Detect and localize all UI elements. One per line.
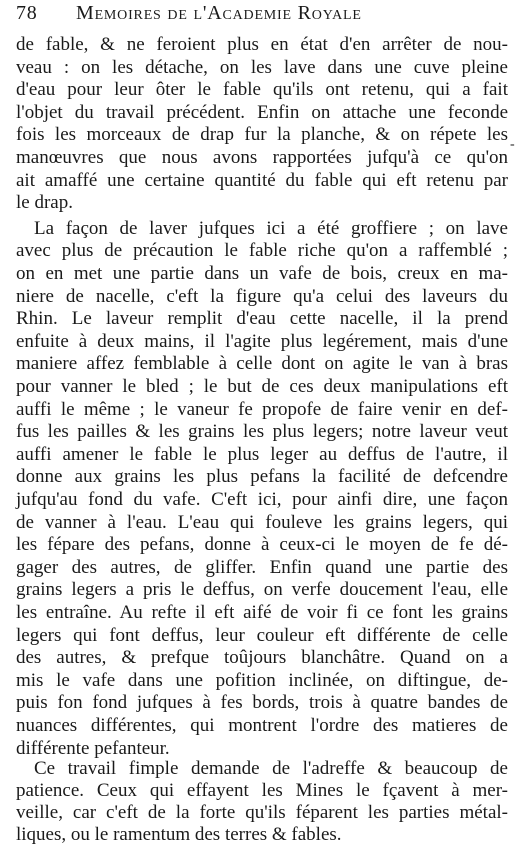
text-line: maniere affez femblable à celle dont on agite le van à bras <box>16 353 508 375</box>
text-line: veau : on les détache, on les lave dans une cuve pleine <box>16 56 508 78</box>
text-line: grains legers a pris le deffus, on verfe doucement l'eau, elle <box>16 579 508 601</box>
text-line: avec plus de précaution le fable riche qu'on a raffemblé ; <box>16 240 508 262</box>
margin-mark: - <box>510 137 515 152</box>
text-line: fus les pailles & les grains les plus legers; notre laveur veut <box>16 421 508 443</box>
text-line: gager des autres, de gliffer. Enfin quand une partie des <box>16 556 508 578</box>
text-line: donne aux grains les plus pefans la facilité de defcendre <box>16 466 508 488</box>
text-line: de fable, & ne feroient plus en état d'en arrêter de nou- <box>16 34 508 55</box>
text-line: nuances différentes, qui montrent l'ordre des matieres de <box>16 715 508 736</box>
text-line: on en met une partie dans un vafe de bois, creux en ma- <box>16 263 508 284</box>
text-line: patience. Ceux qui effayent les Mines le fçavent à mer- <box>16 780 508 801</box>
text-line: pour vanner le bled ; le but de ces deux manipulations eft <box>16 376 508 397</box>
text-line: liques, ou le ramentum des terres & fables. <box>16 824 342 845</box>
text-line: d'eau pour leur ôter le fable qu'ils ont retenu, qui a fait <box>16 79 508 101</box>
text-line: puis fon fond jufques à fes bords, trois à quatre bandes de <box>16 692 508 714</box>
text-line: le drap. <box>16 192 73 214</box>
text-line: veille, car c'eft de la forte qu'ils féparent les parties métal- <box>16 802 508 823</box>
paragraph-start-line: Ce travail fimple demande de l'adreffe & beaucoup de <box>34 758 508 779</box>
text-line: différente pefanteur. <box>16 737 170 759</box>
text-line: auffi amener le fable le plus leger au deffus de l'autre, il <box>16 443 508 465</box>
page-header <box>16 2 508 26</box>
text-line: auffi le même ; le vaneur fe propofe de faire venir en def- <box>16 398 508 420</box>
paragraph-start-line: La façon de laver jufques ici a été groffiere ; on lave <box>34 217 508 239</box>
text-line: les entraîne. Au refte il eft aifé de voir fi ce font les grains <box>16 602 508 623</box>
text-line: ait amaffé une certaine quantité du fable qui eft retenu par <box>16 169 508 191</box>
text-line: niere de nacelle, c'eft la figure qu'a celui des laveurs du <box>16 285 508 307</box>
text-line: des autres, & prefque toûjours blanchâtre. Quand on a <box>16 647 508 669</box>
text-line: jufqu'au fond du vafe. C'eft ici, pour ainfi dire, une façon <box>16 489 508 510</box>
text-line: mis le vafe dans une pofition inclinée, on diftingue, de- <box>16 669 508 691</box>
text-line: legers qui font deffus, leur couleur eft différente de celle <box>16 624 508 646</box>
text-line: manœuvres que nous avons rapportées jufqu'à ce qu'on <box>16 147 508 168</box>
text-line: les fépare des pefans, donne à ceux-ci le moyen de fe dé- <box>16 534 508 556</box>
page-number: 78 <box>16 2 38 24</box>
running-title: Memoires de l'Academie Royale <box>76 2 362 24</box>
text-line: de vanner à l'eau. L'eau qui fouleve les grains legers, qui <box>16 511 508 533</box>
text-line: fois les morceaux de drap fur la planche, & on répete les <box>16 124 508 146</box>
text-line: enfuite à deux mains, il l'agite plus legérement, mais d'une <box>16 330 508 352</box>
text-line: Rhin. Le laveur remplit d'eau cette nacelle, il la prend <box>16 308 508 330</box>
text-line: l'objet du travail précédent. Enfin on attache une feconde <box>16 101 508 123</box>
